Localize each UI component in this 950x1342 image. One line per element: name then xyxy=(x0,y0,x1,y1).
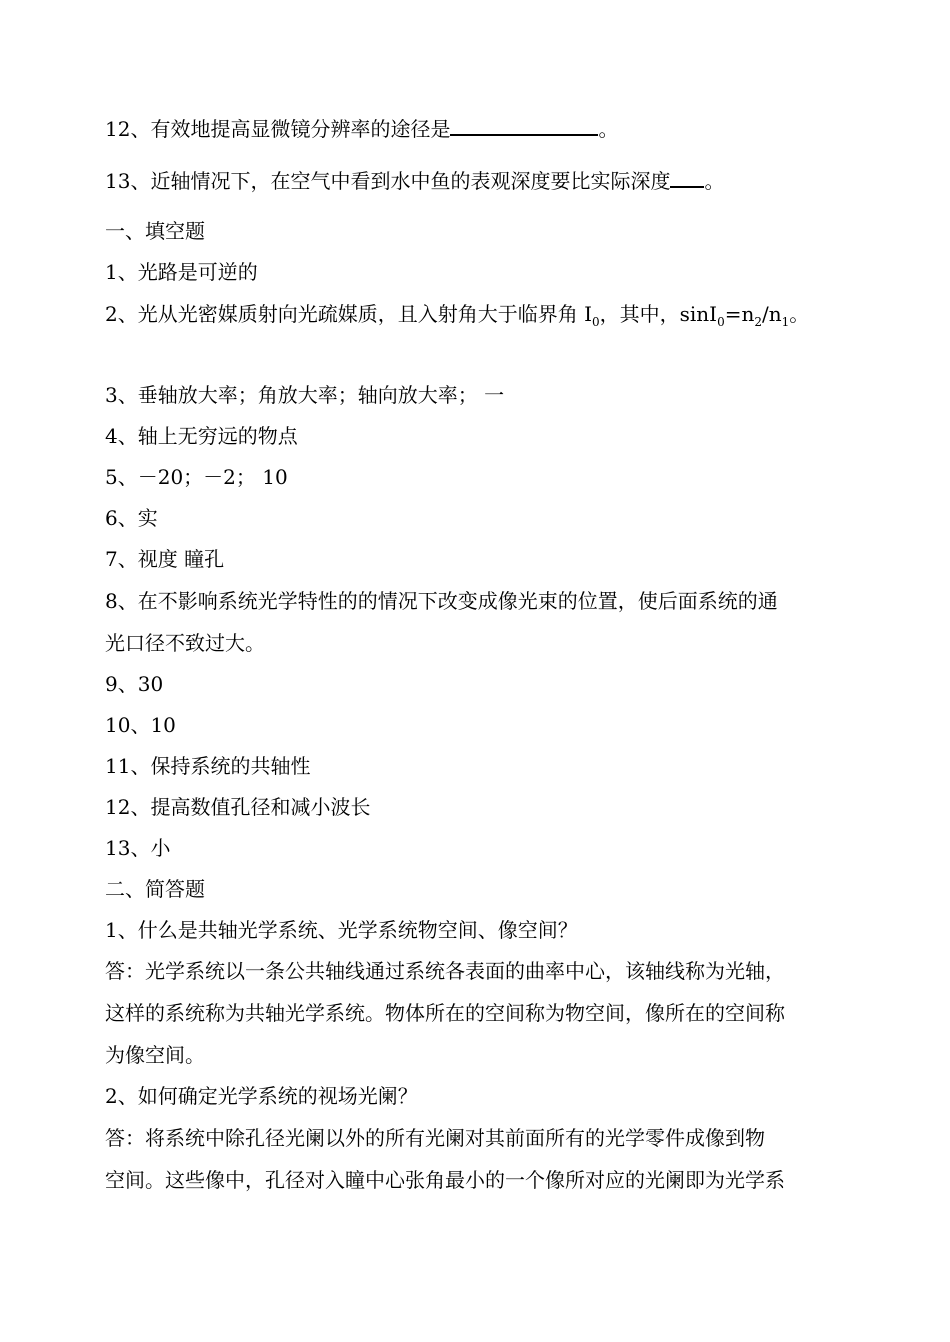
short-answer-2-line-1: 答：将系统中除孔径光阑以外的所有光阑对其前面所有的光学零件成像到物 xyxy=(105,1126,765,1150)
answer-1: 1、光路是可逆的 xyxy=(105,260,258,284)
answer-blank xyxy=(670,164,704,188)
short-answer-1-line-1: 答：光学系统以一条公共轴线通过系统各表面的曲率中心，该轴线称为光轴， xyxy=(105,959,785,983)
short-answer-2-line-2: 空间。这些像中，孔径对入瞳中心张角最小的一个像所对应的光阑即为光学系 xyxy=(105,1168,785,1192)
question-12 xyxy=(105,112,850,143)
answer-5: 5、－20；－2； 10 xyxy=(105,465,288,489)
subscript: 0 xyxy=(717,315,725,329)
question-13-text: 13、近轴情况下，在空气中看到水中鱼的表观深度要比实际深度 xyxy=(105,169,671,193)
subscript: 0 xyxy=(591,315,600,329)
answer-10: 10、10 xyxy=(105,713,176,737)
answer-2-mid: ，其中，sinI xyxy=(599,302,718,326)
section-short-answer-title: 二、简答题 xyxy=(105,877,205,901)
question-13-end: 。 xyxy=(704,169,725,193)
answer-6: 6、实 xyxy=(105,506,158,530)
answer-8-line-2: 光口径不致过大。 xyxy=(105,631,265,655)
answer-2-end: 。 xyxy=(789,302,810,326)
answer-7: 7、视度 瞳孔 xyxy=(105,547,225,571)
short-answer-1-line-3: 为像空间。 xyxy=(105,1043,205,1067)
answer-3: 3、垂轴放大率；角放大率；轴向放大率； 一 xyxy=(105,383,505,407)
subscript: 1 xyxy=(781,315,790,329)
answer-8-line-1: 8、在不影响系统光学特性的的情况下改变成像光束的位置，使后面系统的通 xyxy=(105,589,778,613)
short-question-1: 1、什么是共轴光学系统、光学系统物空间、像空间？ xyxy=(105,918,578,942)
question-12-end: 。 xyxy=(598,117,619,141)
answer-9: 9、30 xyxy=(105,672,164,696)
answer-2-slash: /n xyxy=(762,302,782,326)
answer-13: 13、小 xyxy=(105,836,171,860)
answer-12: 12、提高数值孔径和减小波长 xyxy=(105,795,371,819)
answer-2-prefix: 2、光从光密媒质射向光疏媒质，且入射角大于临界角 I xyxy=(105,302,592,326)
answer-blank xyxy=(450,112,598,136)
answer-2 xyxy=(105,300,850,328)
answer-2-eq: =n xyxy=(724,302,755,326)
subscript: 2 xyxy=(754,315,762,329)
section-fill-blank-title: 一、填空题 xyxy=(105,219,205,243)
short-answer-1-line-2: 这样的系统称为共轴光学系统。物体所在的空间称为物空间，像所在的空间称 xyxy=(105,1001,785,1025)
answer-11: 11、保持系统的共轴性 xyxy=(105,754,311,778)
short-question-2: 2、如何确定光学系统的视场光阑？ xyxy=(105,1084,418,1108)
question-12-text: 12、有效地提高显微镜分辨率的途径是 xyxy=(105,117,451,141)
question-13 xyxy=(105,164,850,195)
answer-4: 4、轴上无穷远的物点 xyxy=(105,424,298,448)
